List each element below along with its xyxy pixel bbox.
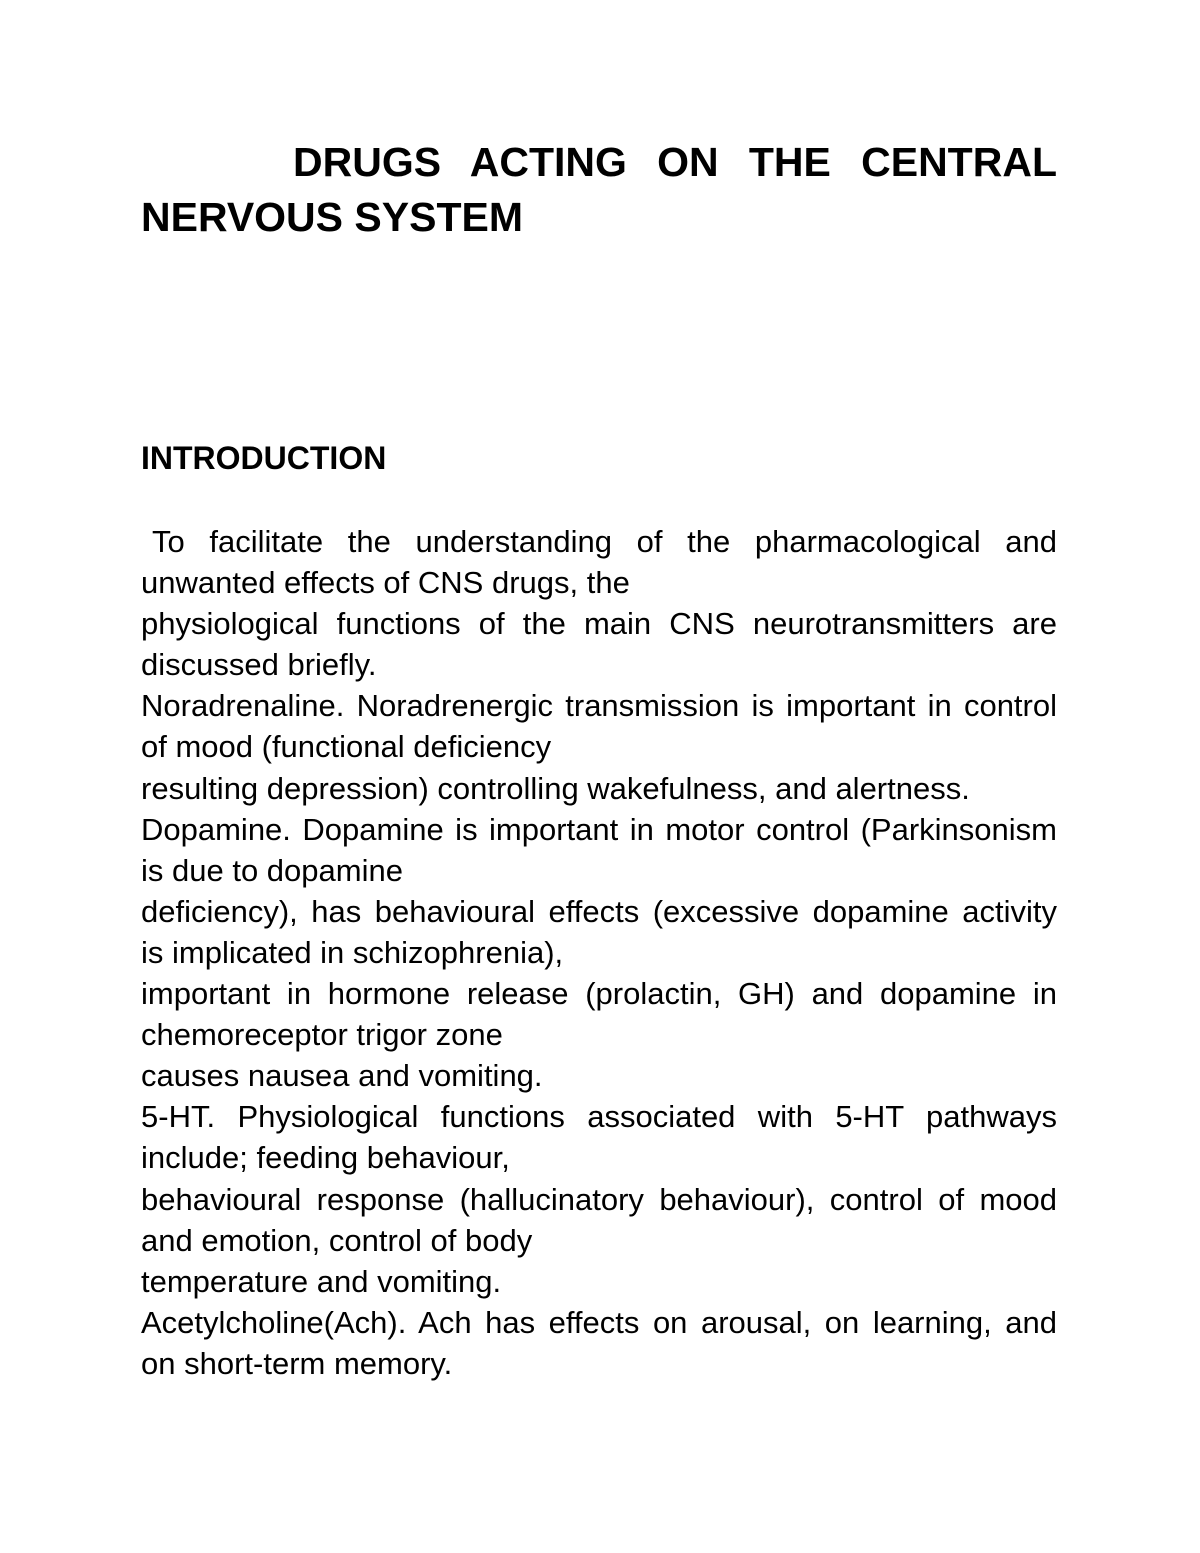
- document-title: [141, 135, 1057, 245]
- paragraph-line: Dopamine. Dopamine is important in motor control (Parkinsonism: [141, 811, 1057, 847]
- paragraph-line: discussed briefly.: [141, 647, 377, 683]
- paragraph-line: include; feeding behaviour,: [141, 1140, 510, 1176]
- paragraph-line: To facilitate the understanding of the pharmacological and: [152, 524, 1057, 559]
- paragraph-line: behavioural response (hallucinatory behaviour), control of mood: [141, 1181, 1057, 1217]
- paragraph-line: of mood (functional deficiency: [141, 729, 552, 765]
- paragraph-line: unwanted effects of CNS drugs, the: [141, 565, 630, 601]
- section-heading-introduction: INTRODUCTION: [141, 440, 387, 476]
- paragraph-line: Noradrenaline. Noradrenergic transmission is important in control: [141, 688, 1057, 724]
- paragraph-line: is due to dopamine: [141, 852, 403, 888]
- paragraph-line: and emotion, control of body: [141, 1222, 533, 1258]
- paragraph-line: deficiency), has behavioural effects (excessive dopamine activity: [141, 893, 1057, 929]
- paragraph-line: on short-term memory.: [141, 1345, 453, 1381]
- paragraph-line: causes nausea and vomiting.: [141, 1058, 543, 1094]
- paragraph-line: resulting depression) controlling wakefulness, and alertness.: [141, 770, 970, 806]
- title-line-2: NERVOUS SYSTEM: [141, 194, 523, 240]
- paragraph-line: temperature and vomiting.: [141, 1263, 502, 1299]
- paragraph-line: chemoreceptor trigor zone: [141, 1017, 503, 1053]
- paragraph-line: important in hormone release (prolactin, GH) and dopamine in: [141, 976, 1057, 1012]
- paragraph-line: physiological functions of the main CNS neurotransmitters are: [141, 606, 1057, 642]
- introduction-paragraph: [141, 521, 1057, 1384]
- paragraph-line: 5-HT. Physiological functions associated with 5-HT pathways: [141, 1099, 1057, 1135]
- title-line-1: DRUGS ACTING ON THE CENTRAL: [293, 139, 1057, 185]
- paragraph-line: Acetylcholine(Ach). Ach has effects on arousal, on learning, and: [141, 1304, 1057, 1340]
- paragraph-line: is implicated in schizophrenia),: [141, 934, 564, 970]
